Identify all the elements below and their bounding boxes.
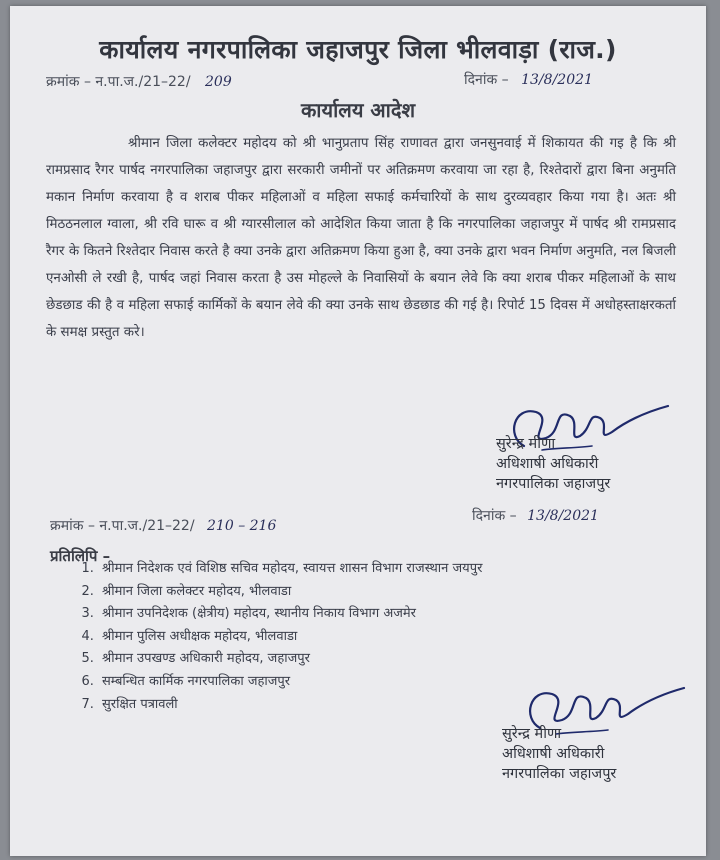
signature-block-1 (496, 434, 610, 494)
ref-number: 209 (205, 74, 232, 90)
signatory-office: नगरपालिका जहाजपुर (502, 766, 617, 782)
signatory-name: सुरेन्द्र मीणा (502, 726, 562, 742)
signatory-designation: अधिशाषी अधिकारी (502, 746, 605, 762)
ref-line (46, 72, 232, 91)
list-item: 4. श्रीमान पुलिस अधीक्षक महोदय, भीलवाडा (98, 626, 482, 649)
second-date-label: दिनांक – (472, 508, 517, 524)
copy-to-title: प्रतिलिपि – (50, 547, 111, 565)
signatory-designation: अधिशाषी अधिकारी (496, 456, 599, 472)
second-ref-line (50, 516, 276, 535)
list-item: 2. श्रीमान जिला कलेक्टर महोदय, भीलवाडा (98, 581, 482, 604)
ref-label: क्रमांक – न.पा.ज./21–22/ (46, 74, 191, 90)
list-item: 6. सम्बन्धित कार्मिक नगरपालिका जहाजपुर (98, 671, 482, 694)
second-ref-number: 210 – 216 (207, 518, 277, 534)
list-item: 7. सुरक्षित पत्रावली (98, 694, 482, 717)
list-item: 1. श्रीमान निदेशक एवं विशिष्ठ सचिव महोदय, स्वायत्त शासन विभाग राजस्थान जयपुर (98, 558, 482, 581)
signatory-name: सुरेन्द्र मीणा (496, 436, 556, 452)
document-page (10, 6, 706, 856)
date-value: 13/8/2021 (521, 72, 593, 88)
second-date-value: 13/8/2021 (527, 508, 599, 524)
signatory-office: नगरपालिका जहाजपुर (496, 476, 611, 492)
date-label: दिनांक – (464, 72, 509, 88)
date-line (464, 70, 593, 89)
list-item: 3. श्रीमान उपनिदेशक (क्षेत्रीय) महोदय, स्थानीय निकाय विभाग अजमेर (98, 603, 482, 626)
copy-to-list (74, 558, 482, 716)
order-body-paragraph: श्रीमान जिला कलेक्टर महोदय को श्री भानुप्रताप सिंह राणावत द्वारा जनसुनवाई में शिकायत की गइ है कि श्री रामप्रसाद रैगर पार्षद नगरपालिका जहाजपुर द्वारा सरकारी जमीनों पर अतिक्रमण करवाया जा रहा है, रिश्तेदारों द्वारा बिना अनुमति मकान निर्माण करवाया है व शराब पीकर महिलाओं व महिला सफाई कर्मचारियों के साथ दुरव्यवहार किया गया है। अतः श्री मिठठनलाल ग्वाला, श्री रवि घारू व श्री ग्यारसीलाल को आदेशित किया जाता है कि नगरपालिका जहाजपुर में पार्षद श्री रामप्रसाद रैगर के कितने रिश्तेदार निवास करते है क्या उनके द्वारा अतिक्रमण किया हुआ है, क्या उनके द्वारा भवन निर्माण अनुमति, नल बिजली एनओसी ले रखी है, पार्षद जहां निवास करता है उस मोहल्ले के निवासियों के बयान लेवे कि क्या शराब पीकर महिलाओं के साथ छेडछाड की है व महिला सफाई कार्मिकों के बयान लेवे की क्या उनके साथ छेडछाड की गई है। रिपोर्ट 15 दिवस में अधोहस्ताक्षरकर्ता के समक्ष प्रस्तुत करे। (46, 136, 676, 340)
list-item: 5. श्रीमान उपखण्ड अधिकारी महोदय, जहाजपुर (98, 648, 482, 671)
second-date-line (472, 506, 599, 525)
office-title: कार्यालय नगरपालिका जहाजपुर जिला भीलवाड़ा (राज.) (99, 35, 617, 64)
order-title: कार्यालय आदेश (300, 98, 416, 122)
signature-block-2 (502, 724, 616, 784)
second-ref-label: क्रमांक – न.पा.ज./21–22/ (50, 518, 195, 534)
